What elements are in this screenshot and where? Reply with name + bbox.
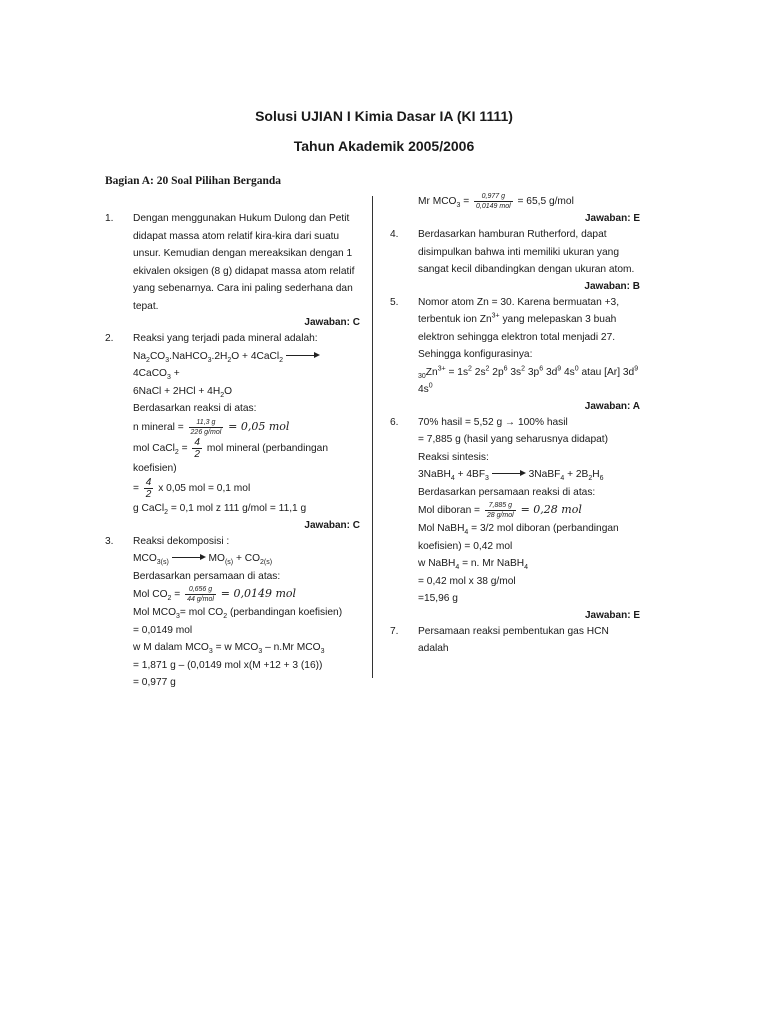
reaction-equation: 3NaBH$_4$ + $4BF_3$ 3NaBF$_4$ + $2B_2H_6$ bbox=[418, 469, 604, 483]
arrow-icon bbox=[492, 470, 526, 478]
fraction: $\frac{0,656 g}{\text{44 g/mol}}$ bbox=[187, 586, 214, 603]
calc-line: w M dalam $MCO_3 = w$ $MCO_3 - n.Mr$ $MCO_3$ bbox=[133, 642, 325, 656]
column-divider bbox=[372, 196, 373, 678]
calc-mol-diboran: Mol diboran = $\frac{7,885 g}{\text{28 g/mol}}$ = 0,28 mol bbox=[418, 502, 582, 519]
question-text: Dengan menggunakan Hukum Dulong dan Petit didapat massa atom relatif kira-kira dari suatu unsur. Kemudian dengan mereaksikan dengan 1 ekivalen oksigen (8 g) didapat massa atom relatif yang sebenarnya. Cara ini paling sederhana dan tepat. bbox=[133, 213, 355, 312]
explanation-text: Reaksi sintesis: bbox=[418, 451, 489, 463]
explanation-text: Berdasarkan reaksi di atas: bbox=[133, 403, 257, 414]
calc-line: =15,96 g bbox=[418, 593, 458, 604]
calc-cacl2: mol CaCl$_2$ = $\frac{4}{2}$ mol mineral (perbandingan koefisien) bbox=[133, 436, 329, 474]
calc-line: w NaBH$_4$ = n. Mr NaBH$_4$ bbox=[418, 558, 529, 572]
question-text: Nomor atom Zn = 30. Karena bermuatan +3, terbentuk ion $Zn^{3+}$ yang melepaskan 3 buah elektron sehingga elektron total menjadi 27. bbox=[418, 296, 620, 343]
question-6 bbox=[390, 414, 640, 608]
answer-label: Jawaban: A bbox=[584, 400, 640, 412]
calc-line: = 1,871 g – (0,0149 mol x(M +12 + 3 (16)) bbox=[133, 659, 323, 671]
calc-line: Mol NaBH$_4$ = 3/2 mol diboran (perbandingan koefisien) = 0,42 mol bbox=[418, 523, 619, 552]
calc-line: = 0,42 mol x 38 g/mol bbox=[418, 575, 516, 587]
question-number: 5. bbox=[390, 296, 399, 308]
question-number: 4. bbox=[390, 229, 399, 240]
reaction-equation-line2: 6NaCl + $2HCl + 4H_2O$ bbox=[133, 385, 233, 399]
calc-mineral: n mineral = $\frac{11,3 g}{\text{226 g/mol}}$ = 0,05 mol bbox=[133, 418, 290, 436]
calc-line: 70% hasil = 5,52 g → 100% hasil bbox=[418, 416, 568, 428]
electron-configuration: $_{30}Zn^{3+} = 1s^2$ $2s^2$ $2p^6$ $3s^2$ $3p^6$ $3d^9$ $4s^0$ atau [Ar] $3d^9$ $4s^0$ bbox=[418, 365, 639, 395]
document-title: Solusi UJIAN I Kimia Dasar IA (KI 1111) bbox=[255, 108, 513, 124]
question-text: Reaksi yang terjadi pada mineral adalah: bbox=[133, 333, 318, 344]
question-4 bbox=[390, 226, 640, 279]
question-number: 3. bbox=[105, 535, 114, 547]
question-text: Berdasarkan hamburan Rutherford, dapat disimpulkan bahwa inti memiliki ukuran yang sangat kecil dibandingkan dengan ukuran atom. bbox=[418, 229, 635, 275]
question-number: 1. bbox=[105, 213, 114, 224]
fraction: $\frac{7,885 g}{\text{28 g/mol}}$ bbox=[486, 502, 514, 519]
explanation-text: Sehingga konfigurasinya: bbox=[418, 349, 533, 360]
calc-line: = 0,977 g bbox=[133, 677, 176, 688]
reaction-equation: $Na_2CO_3.NaHCO_3.2H_2O$ + 4CaCl$_2$ 4CaCO$_3$ + bbox=[133, 348, 360, 383]
calc-line: Mol $MCO_3=$ mol $CO_2$ (perbandingan koefisien) bbox=[133, 607, 343, 621]
section-heading: Bagian A: 20 Soal Pilihan Berganda bbox=[105, 175, 282, 187]
calc-line: g CaCl$_2$ = 0,1 mol z 111 g/mol = 11,1 g bbox=[133, 503, 307, 517]
question-1 bbox=[105, 210, 360, 315]
question-number: 2. bbox=[105, 333, 114, 344]
calc-mr: Mr $MCO_3$ = $\frac{0,977 g}{\text{0,0149 mol}}$ = 65,5 g/mol bbox=[418, 193, 574, 210]
question-number: 6. bbox=[390, 416, 399, 428]
calc-line: = 0,0149 mol bbox=[133, 624, 193, 636]
question-2 bbox=[105, 330, 360, 518]
answer-label: Jawaban: C bbox=[304, 317, 360, 328]
fraction: $\frac{4}{2}$ bbox=[194, 436, 200, 460]
calc-line: = $\frac{4}{2}$ x 0,05 mol = 0,1 mol bbox=[133, 477, 251, 500]
fraction: $\frac{4}{2}$ bbox=[145, 477, 152, 500]
document-subtitle: Tahun Akademik 2005/2006 bbox=[293, 138, 475, 154]
question-number: 7. bbox=[390, 625, 399, 637]
explanation-text: Berdasarkan persamaan reaksi di atas: bbox=[418, 486, 596, 498]
fraction: $\frac{0,977 g}{\text{0,0149 mol}}$ bbox=[476, 193, 511, 210]
right-column bbox=[390, 192, 640, 658]
answer-label: Jawaban: C bbox=[304, 519, 360, 531]
question-text: Reaksi dekomposisi : bbox=[133, 535, 230, 547]
question-5 bbox=[390, 294, 640, 399]
calc-mol-co2: Mol $CO_2$ = $\frac{0,656 g}{\text{44 g/mol}}$ = 0,0149 mol bbox=[133, 586, 297, 603]
arrow-icon bbox=[286, 352, 320, 360]
reaction-equation: $MCO_{3(s)}$ $MO_{(s)} + CO_{2(s)}$ bbox=[133, 553, 273, 567]
answer-label: Jawaban: E bbox=[584, 609, 640, 621]
question-3 bbox=[105, 533, 360, 692]
calc-line: = 7,885 g (hasil yang seharusnya didapat) bbox=[418, 434, 609, 445]
explanation-text: Berdasarkan persamaan di atas: bbox=[133, 570, 281, 582]
answer-label: Jawaban: B bbox=[584, 280, 640, 292]
answer-label: Jawaban: E bbox=[584, 213, 640, 224]
fraction: $\frac{11,3 g}{\text{226 g/mol}}$ bbox=[190, 418, 222, 436]
arrow-icon bbox=[172, 554, 206, 562]
question-text: Persamaan reaksi pembentukan gas HCN adalah bbox=[418, 625, 609, 654]
question-7 bbox=[390, 623, 640, 658]
left-column bbox=[105, 210, 360, 692]
